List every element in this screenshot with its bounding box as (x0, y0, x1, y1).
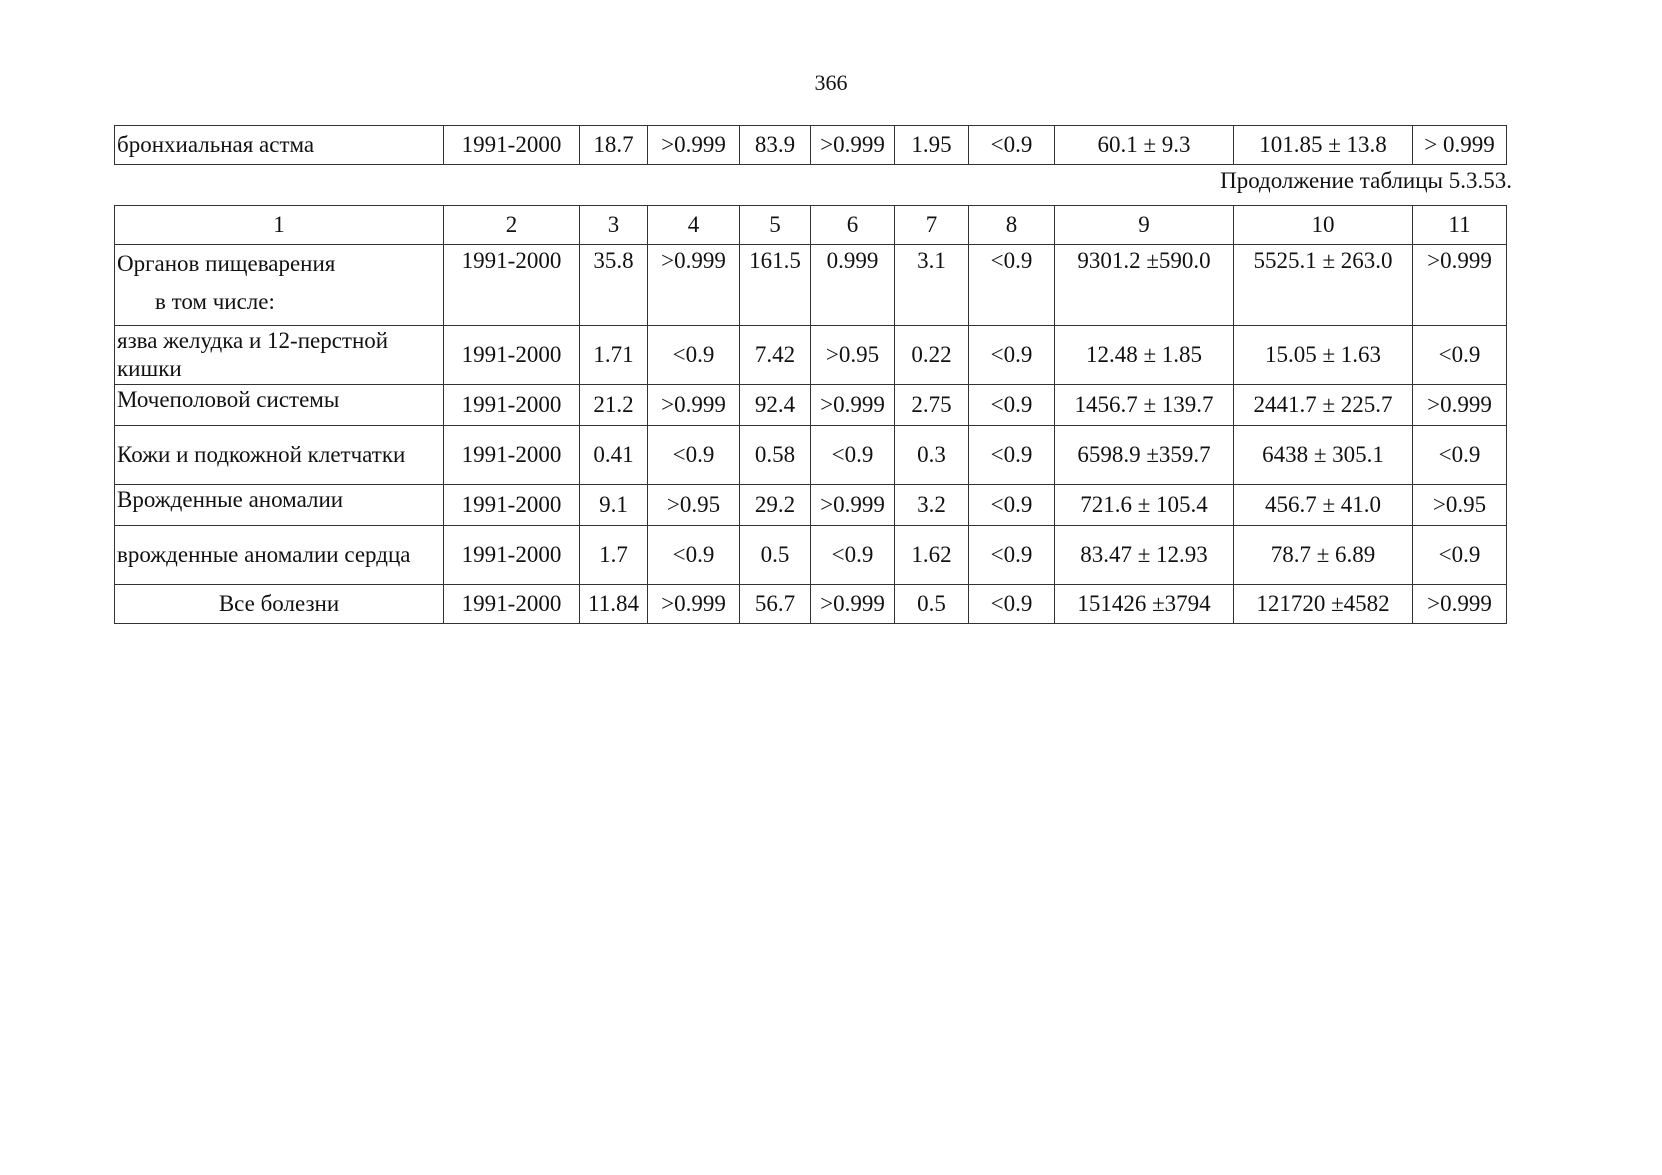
table-cell: >0.95 (811, 326, 895, 385)
table-cell: 721.6 ± 105.4 (1055, 485, 1234, 526)
table-cell: 1991-2000 (444, 326, 580, 385)
table-cell: 0.5 (740, 526, 811, 585)
table-cell: 9301.2 ±590.0 (1055, 245, 1234, 326)
column-header: 9 (1055, 206, 1234, 245)
table-cell: 6598.9 ±359.7 (1055, 426, 1234, 485)
table-cell: <0.9 (648, 326, 740, 385)
table-cell: 151426 ±3794 (1055, 585, 1234, 624)
table-cell: <0.9 (969, 385, 1055, 426)
table-cell: 0.999 (811, 245, 895, 326)
table-cell: <0.9 (969, 326, 1055, 385)
column-header: 8 (969, 206, 1055, 245)
table-cell: 7.42 (740, 326, 811, 385)
page-number: 366 (814, 70, 848, 95)
column-header: 11 (1413, 206, 1507, 245)
table-cell: 18.7 (580, 126, 648, 165)
table-cell: >0.999 (811, 385, 895, 426)
table-row (115, 385, 1507, 426)
table-cell: 1456.7 ± 139.7 (1055, 385, 1234, 426)
table-cell: 0.3 (895, 426, 969, 485)
row-name: врожденные аномалии сердца (115, 526, 444, 585)
table-cell: 456.7 ± 41.0 (1234, 485, 1413, 526)
row-name: Все болезни (115, 585, 444, 624)
table-cell: 21.2 (580, 385, 648, 426)
table-cell: 83.9 (740, 126, 811, 165)
table-cell: <0.9 (648, 526, 740, 585)
table-cell: >0.999 (1413, 385, 1507, 426)
header-row (115, 206, 1507, 245)
column-header: 7 (895, 206, 969, 245)
table-row (115, 326, 1507, 385)
table-cell: 15.05 ± 1.63 (1234, 326, 1413, 385)
table-cell: 9.1 (580, 485, 648, 526)
table-cell: 2441.7 ± 225.7 (1234, 385, 1413, 426)
table-cell: 1.95 (895, 126, 969, 165)
table-cell: 0.22 (895, 326, 969, 385)
table-cell: >0.999 (811, 485, 895, 526)
row-name: язва желудка и 12-перстной кишки (115, 326, 444, 385)
table-row (115, 485, 1507, 526)
table-cell: >0.999 (648, 126, 740, 165)
table-cell: 0.58 (740, 426, 811, 485)
table-cell: >0.999 (648, 245, 740, 326)
table-row (115, 245, 1507, 326)
table-cell: 56.7 (740, 585, 811, 624)
table-cell: 161.5 (740, 245, 811, 326)
table-cell: <0.9 (1413, 526, 1507, 585)
table-cell: >0.999 (811, 126, 895, 165)
data-table (114, 205, 1507, 624)
table-cell: 1991-2000 (444, 126, 580, 165)
table-cell: <0.9 (969, 245, 1055, 326)
column-header: 6 (811, 206, 895, 245)
table-cell: 101.85 ± 13.8 (1234, 126, 1413, 165)
column-header: 4 (648, 206, 740, 245)
row-subname: в том числе: (155, 289, 275, 314)
carryover-row (115, 126, 1507, 165)
row-name: Врожденные аномалии (115, 485, 444, 526)
table-cell: 29.2 (740, 485, 811, 526)
table-cell: <0.9 (969, 585, 1055, 624)
table-cell: 3.2 (895, 485, 969, 526)
continuation-label: Продолжение таблицы 5.3.53. (1220, 168, 1512, 193)
table-cell: <0.9 (1413, 326, 1507, 385)
table-cell: <0.9 (969, 526, 1055, 585)
table-cell: 78.7 ± 6.89 (1234, 526, 1413, 585)
table-row (115, 526, 1507, 585)
table-cell: 1991-2000 (444, 426, 580, 485)
table-cell: <0.9 (969, 485, 1055, 526)
table-cell: 35.8 (580, 245, 648, 326)
table-cell: >0.999 (648, 385, 740, 426)
column-header: 2 (444, 206, 580, 245)
row-name: Мочеполовой системы (115, 385, 444, 426)
table-cell: 60.1 ± 9.3 (1055, 126, 1234, 165)
table-cell: 121720 ±4582 (1234, 585, 1413, 624)
column-header: 5 (740, 206, 811, 245)
table-cell: 11.84 (580, 585, 648, 624)
table-cell: 1991-2000 (444, 245, 580, 326)
table-cell: 1991-2000 (444, 526, 580, 585)
table-row (115, 585, 1507, 624)
table-cell: 1.71 (580, 326, 648, 385)
table-cell: 0.41 (580, 426, 648, 485)
table-cell: <0.9 (811, 526, 895, 585)
row-name: бронхиальная астма (115, 126, 444, 165)
column-header: 1 (115, 206, 444, 245)
table-cell: 1991-2000 (444, 385, 580, 426)
table-cell: 2.75 (895, 385, 969, 426)
carryover-table (114, 125, 1507, 165)
table-cell: <0.9 (648, 426, 740, 485)
table-cell: >0.999 (1413, 245, 1507, 326)
table-cell: 6438 ± 305.1 (1234, 426, 1413, 485)
table-cell: >0.999 (648, 585, 740, 624)
table-cell: >0.95 (648, 485, 740, 526)
table-cell: <0.9 (969, 426, 1055, 485)
table-cell: 83.47 ± 12.93 (1055, 526, 1234, 585)
table-cell: 5525.1 ± 263.0 (1234, 245, 1413, 326)
table-cell: >0.999 (811, 585, 895, 624)
row-name: Кожи и подкожной клетчатки (115, 426, 444, 485)
column-header: 10 (1234, 206, 1413, 245)
table-cell: 92.4 (740, 385, 811, 426)
table-cell: <0.9 (811, 426, 895, 485)
column-header: 3 (580, 206, 648, 245)
table-cell: > 0.999 (1413, 126, 1507, 165)
table-cell: <0.9 (969, 126, 1055, 165)
table-cell: 1.62 (895, 526, 969, 585)
table-cell: 12.48 ± 1.85 (1055, 326, 1234, 385)
table-cell: 1991-2000 (444, 585, 580, 624)
table-cell: >0.999 (1413, 585, 1507, 624)
table-cell: 1991-2000 (444, 485, 580, 526)
table-row (115, 426, 1507, 485)
table-cell: 0.5 (895, 585, 969, 624)
table-cell: <0.9 (1413, 426, 1507, 485)
row-name (115, 245, 444, 326)
table-cell: 3.1 (895, 245, 969, 326)
row-name-text: Органов пищеварения (117, 251, 336, 276)
table-cell: >0.95 (1413, 485, 1507, 526)
table-cell: 1.7 (580, 526, 648, 585)
